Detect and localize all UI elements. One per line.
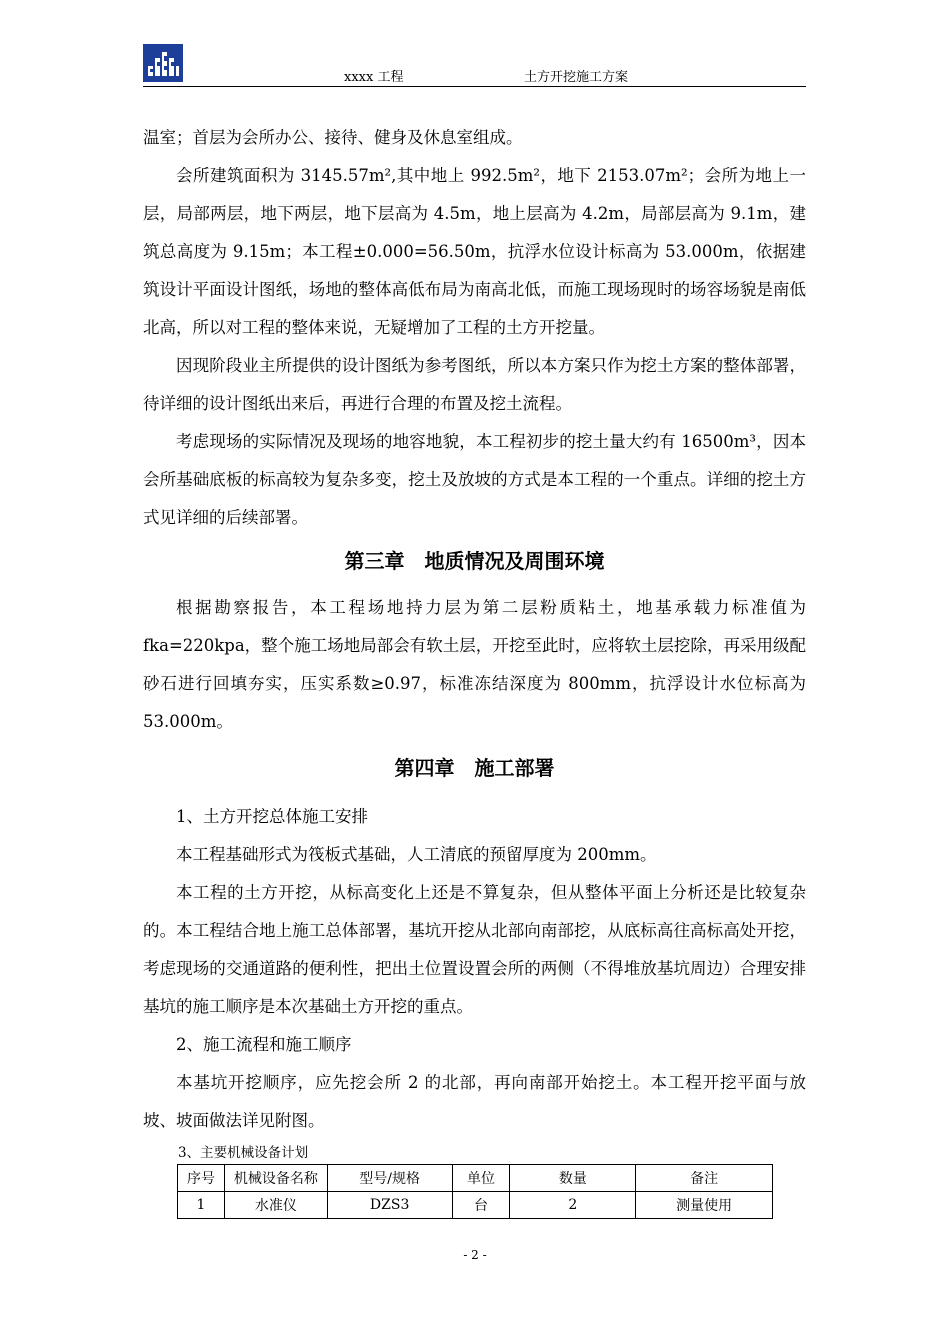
table-header-cell: 备注 — [636, 1165, 773, 1192]
header-project-name: xxxx 工程 — [344, 70, 404, 85]
table-header-cell: 序号 — [178, 1165, 225, 1192]
paragraph: 本工程的土方开挖，从标高变化上还是不算复杂，但从整体平面上分析还是比较复杂的。本工程结合地上施工总体部署，基坑开挖从北部向南部挖，从底标高往高标高处开挖，考虑现场的交通道路的便利性，把出土位置设置会所的两侧（不得堆放基坑周边）合理安排基坑的施工顺序是本次基础土方开挖的重点。 — [143, 883, 806, 1016]
section-2-title: 2、施工流程和施工顺序 — [176, 1035, 352, 1054]
table-header-row — [178, 1165, 773, 1192]
paragraph: 本基坑开挖顺序，应先挖会所 2 的北部，再向南部开始挖土。本工程开挖平面与放坡、坡面做法详见附图。 — [143, 1073, 806, 1130]
paragraph: 考虑现场的实际情况及现场的地容地貌，本工程初步的挖土量大约有 16500m³，因本会所基础底板的标高较为复杂多变，挖土及放坡的方式是本工程的一个重点。详细的挖土方式见详细的后续部署。 — [143, 432, 806, 527]
chapter-3-title: 第三章 地质情况及周围环境 — [344, 549, 605, 573]
table-row — [178, 1192, 773, 1219]
paragraph: 温室；首层为会所办公、接待、健身及休息室组成。 — [143, 128, 523, 147]
chapter-4-title: 第四章 施工部署 — [394, 756, 555, 780]
cscec-logo — [143, 44, 183, 82]
page-header — [143, 40, 806, 87]
table-cell: 台 — [452, 1192, 510, 1219]
table-header-cell: 型号/规格 — [327, 1165, 452, 1192]
table-cell: 1 — [178, 1192, 225, 1219]
paragraph: 本工程基础形式为筏板式基础，人工清底的预留厚度为 200mm。 — [176, 845, 657, 864]
section-3-title: 3、主要机械设备计划 — [178, 1145, 309, 1161]
document-body — [143, 119, 806, 1140]
table-cell: DZS3 — [327, 1192, 452, 1219]
section-1-title: 1、土方开挖总体施工安排 — [176, 807, 368, 826]
table-header-cell: 机械设备名称 — [224, 1165, 327, 1192]
table-header-cell: 单位 — [452, 1165, 510, 1192]
paragraph: 根据勘察报告，本工程场地持力层为第二层粉质粘土，地基承载力标准值为 fka=220kpa，整个施工场地局部会有软土层，开挖至此时，应将软土层挖除，再采用级配砂石进行回填夯实，压实系数≥0.97，标准冻结深度为 800mm，抗浮设计水位标高为 53.000m。 — [143, 598, 806, 731]
table-header-cell: 数量 — [510, 1165, 636, 1192]
paragraph: 会所建筑面积为 3145.57m²,其中地上 992.5m²，地下 2153.07m²；会所为地上一层，局部两层，地下两层，地下层高为 4.5m，地上层高为 4.2m，局部层高为 9.1m，建筑总高度为 9.15m；本工程±0.000=56.50m，抗浮水位设计标高为 53.000m，依据建筑设计平面设计图纸，场地的整体高低布局为南高北低，而施工现场现时的场容场貌是南低北高，所以对工程的整体来说，无疑增加了工程的土方开挖量。 — [143, 166, 806, 337]
page-number: - 2 - — [463, 1248, 487, 1262]
equipment-table — [177, 1164, 773, 1219]
table-cell: 2 — [510, 1192, 636, 1219]
table-cell: 测量使用 — [636, 1192, 773, 1219]
paragraph: 因现阶段业主所提供的设计图纸为参考图纸，所以本方案只作为挖土方案的整体部署，待详细的设计图纸出来后，再进行合理的布置及挖土流程。 — [143, 356, 806, 413]
header-doc-title: 土方开挖施工方案 — [524, 70, 629, 85]
table-cell: 水准仪 — [224, 1192, 327, 1219]
